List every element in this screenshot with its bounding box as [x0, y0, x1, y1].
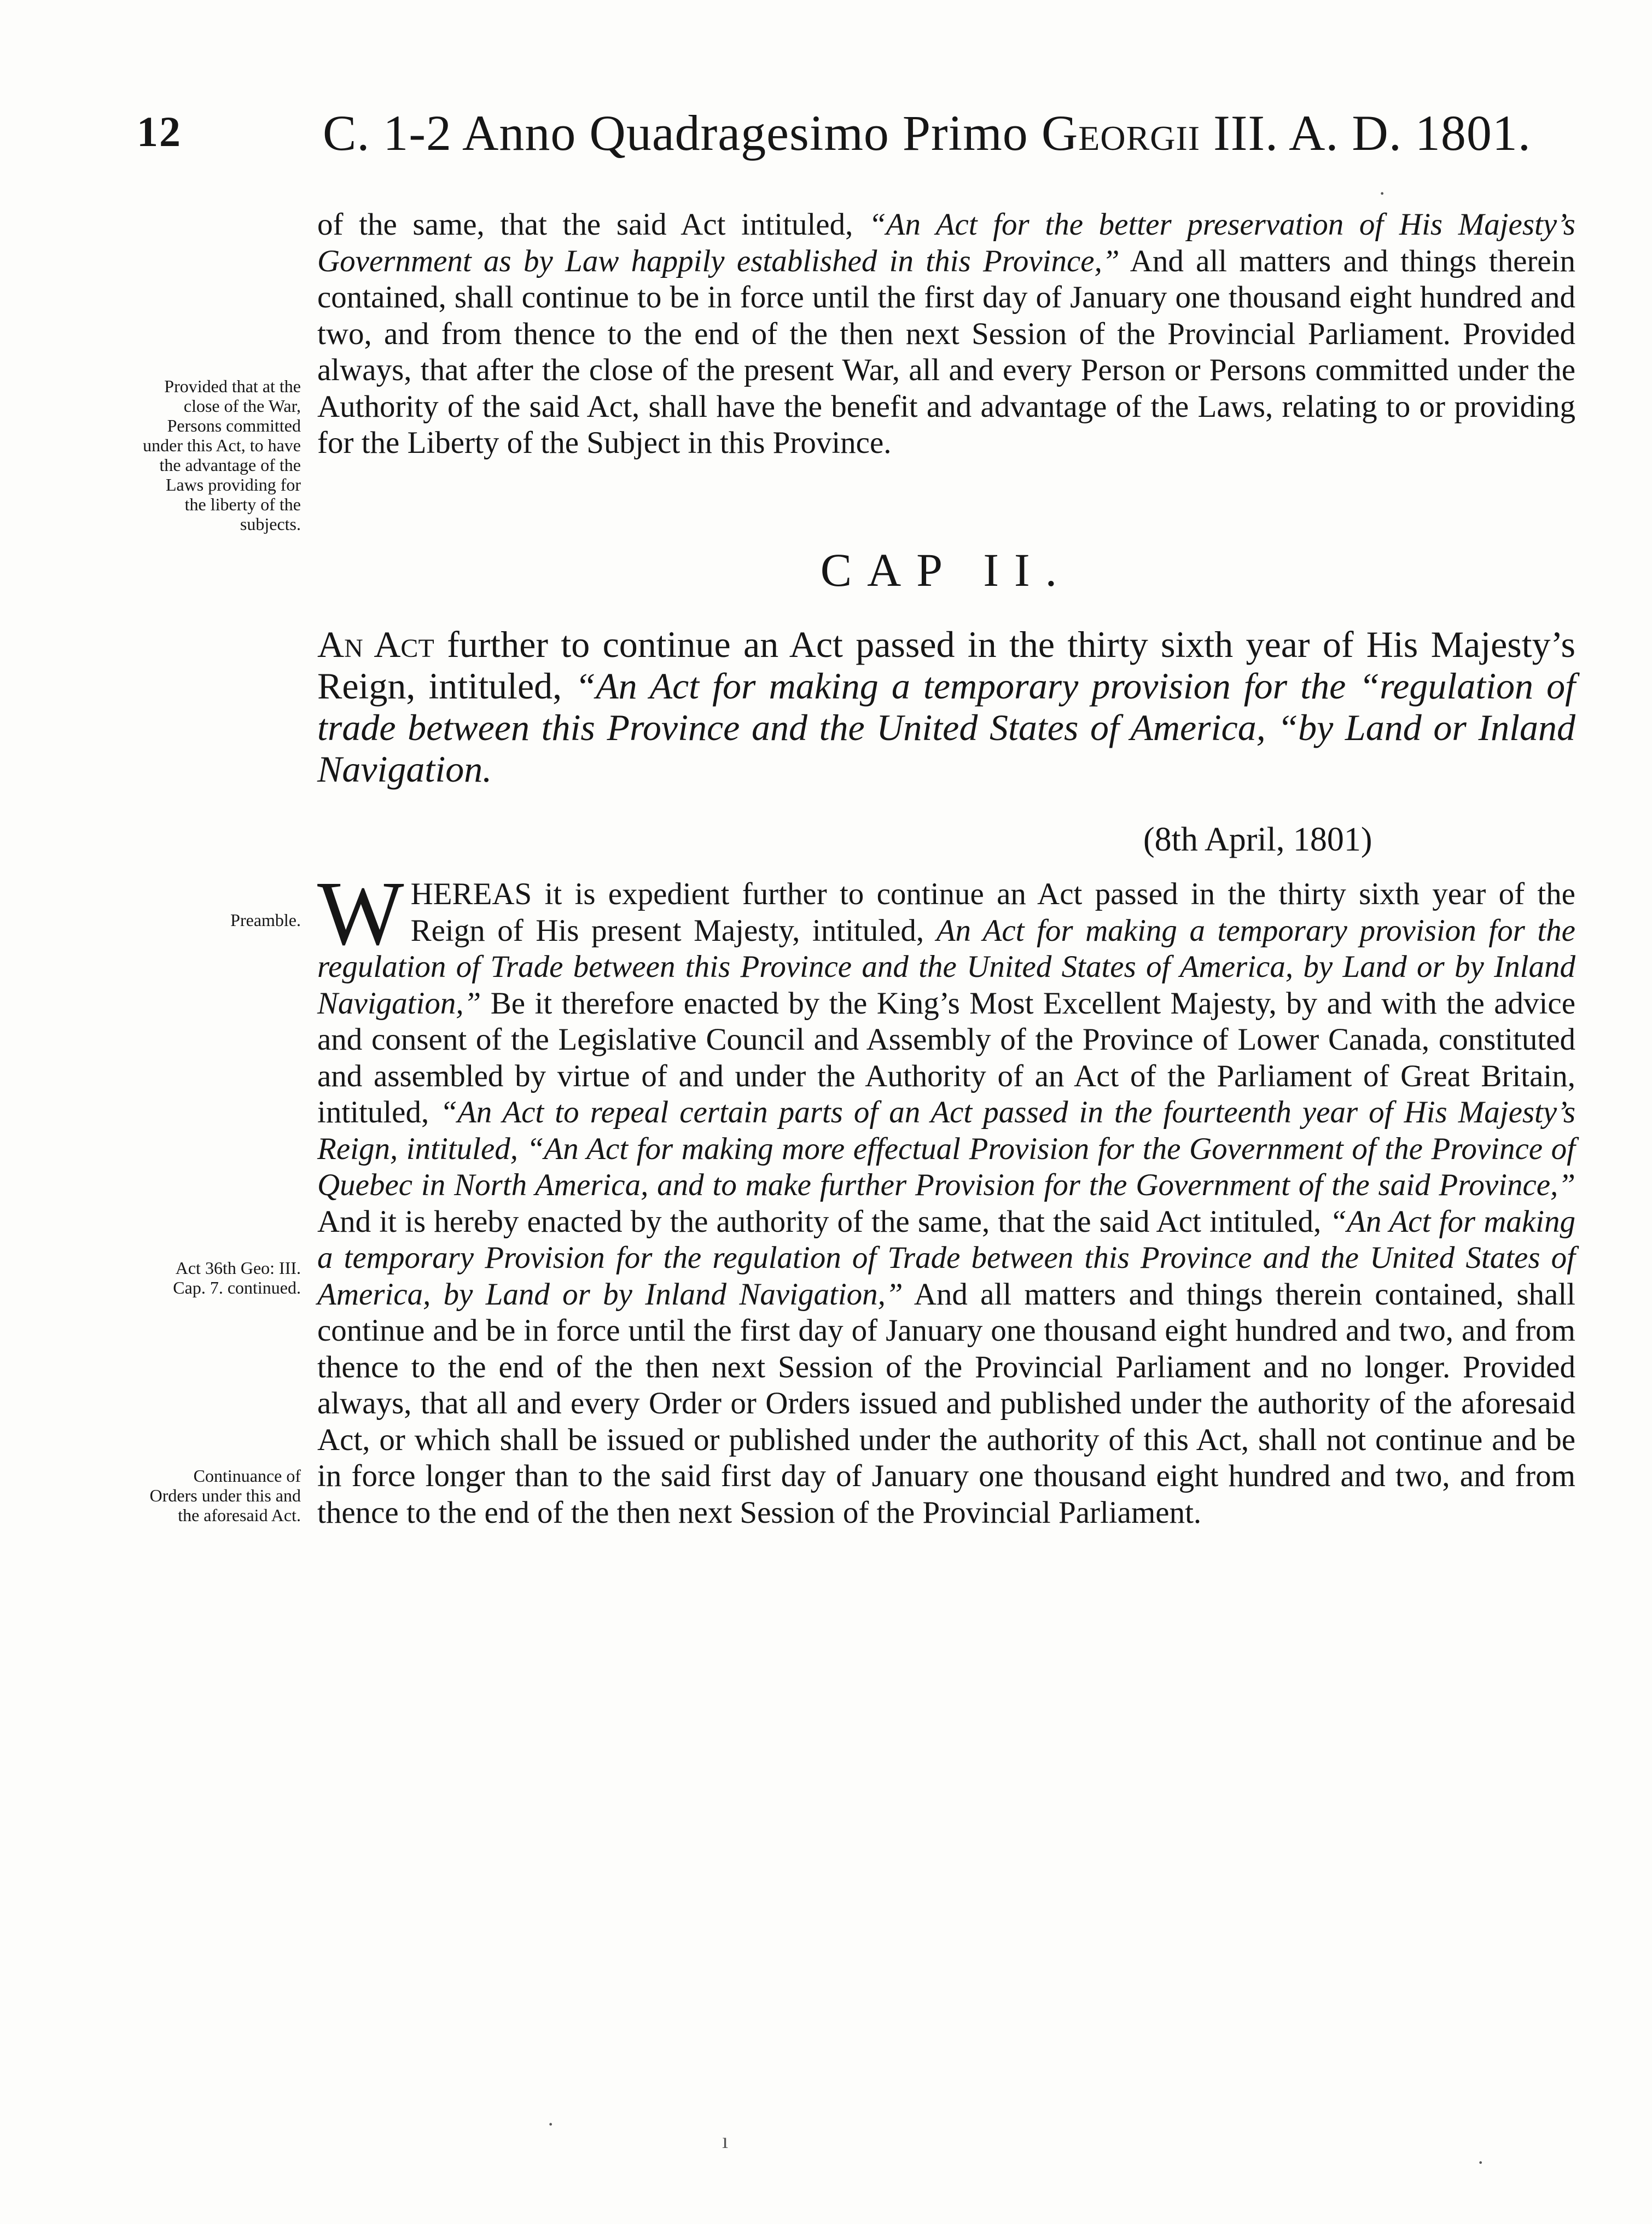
- cap-heading: CAP II.: [820, 544, 1073, 596]
- cap2-text-b: An Act for making a temporary provision for the regulation of Trade between this Province and the United States of America, by Land or by Inland Navigation,”: [317, 913, 1575, 1021]
- cap1-continuation-text: [317, 207, 1575, 462]
- ink-speck: ·: [547, 2112, 555, 2136]
- cap2-text-d: “An Act to repeal certain parts of an Act passed in the fourteenth year of His Majesty’s Reign, intituled, “An Act for making more effectual Provision for the Government of the Province of Quebec in North America, and to make further Provision for the Government of the said Province,”: [317, 1095, 1576, 1202]
- cap1-text-c: And all matters and things therein contained, shall continue to be in force until the first day of January one thousand eight hundred and two, and from thence to the end of the then next Session of the Provincial Parliament. Provided always, that after the close of the present War, all and every Person or Persons committed under the Authority of the said Act, shall have the benefit and advantage of the Laws, relating to or providing for the Liberty of the Subject in this Province.: [317, 243, 1576, 460]
- cap2-body-text: [317, 863, 1576, 1531]
- page-number: 12: [137, 108, 182, 155]
- cap1-text-a: of the same, that the said Act intituled,: [317, 207, 869, 242]
- margin-note-provided-close-of-war: Provided that at the close of the War, Persons committed under this Act, to have the advantage of the Laws providing for the liberty of the subjects.: [143, 376, 301, 534]
- margin-note-preamble: Preamble.: [230, 910, 301, 930]
- ink-speck: ı: [722, 2128, 729, 2153]
- drop-capital: W: [317, 863, 404, 964]
- cap2-text-c: Be it therefore enacted by the King’s Most Excellent Majesty, by and with the advice and consent of the Legislative Council and Assembly of the Province of Lower Canada, constituted and assembled by virtue of and under the Authority of an Act of the Parliament of Great Britain, intituled,: [317, 986, 1575, 1130]
- act-date: (8th April, 1801): [1143, 821, 1372, 858]
- margin-note-continuance-of-orders: Continuance of Orders under this and the aforesaid Act.: [149, 1466, 301, 1525]
- cap-subtitle: [317, 624, 1575, 790]
- margin-note-act-continued: Act 36th Geo: III. Cap. 7. continued.: [173, 1258, 301, 1297]
- cap1-paragraph: [317, 207, 1575, 462]
- page-header: [137, 107, 1586, 178]
- cap2-text-g: And all matters and things therein contained, shall continue and be in force until the first day of January one thousand eight hundred and two, and from thence to the end of the then next Session of the Provincial Parliament and no longer. Provided always, that all and every Order or Orders issued and published under the authority of the aforesaid Act, or which shall be issued or published under the authority of this Act, shall not continue and be in force longer than to the said first day of January one thousand eight hundred and two, and from thence to the end of the then next Session of the Provincial Parliament.: [317, 1277, 1575, 1530]
- cap-subtitle-lead: An Act: [317, 624, 434, 665]
- running-head-regnal-year: III. A. D. 1801.: [1213, 105, 1531, 161]
- cap2-text-f: “An Act for making a temporary Provision for the regulation of Trade between this Province and the United States of America, by Land or by Inland Navigation,”: [317, 1204, 1575, 1312]
- cap2-text-a: HEREAS it is expedient further to continue an Act passed in the thirty sixth year of the Reign of His present Majesty, intituled,: [410, 877, 1575, 948]
- cap2-text-e: And it is hereby enacted by the authority of the same, that the said Act intituled,: [317, 1204, 1330, 1239]
- cap-subtitle-plain: further to continue an Act passed in the thirty sixth year of His Majesty’s Reign, intituled,: [317, 624, 1575, 707]
- cap2-paragraph: [317, 863, 1576, 1531]
- running-head-king: Georgii: [1041, 105, 1201, 161]
- running-head-title: Anno Quadragesimo Primo: [462, 105, 1028, 161]
- cap1-act-title: “An Act for the better preservation of His Majesty’s Government as by Law happily established in this Province,”: [317, 207, 1575, 278]
- chapter-reference: C. 1-2: [323, 105, 452, 161]
- ink-speck: ·: [1477, 2150, 1485, 2175]
- ink-speck: ·: [1378, 181, 1386, 206]
- running-head: [323, 104, 1531, 162]
- cap-subtitle-italic: “An Act for making a temporary provision for the “regulation of trade between this Province and the United States of America, “by Land or Inland Navigation.: [317, 665, 1575, 790]
